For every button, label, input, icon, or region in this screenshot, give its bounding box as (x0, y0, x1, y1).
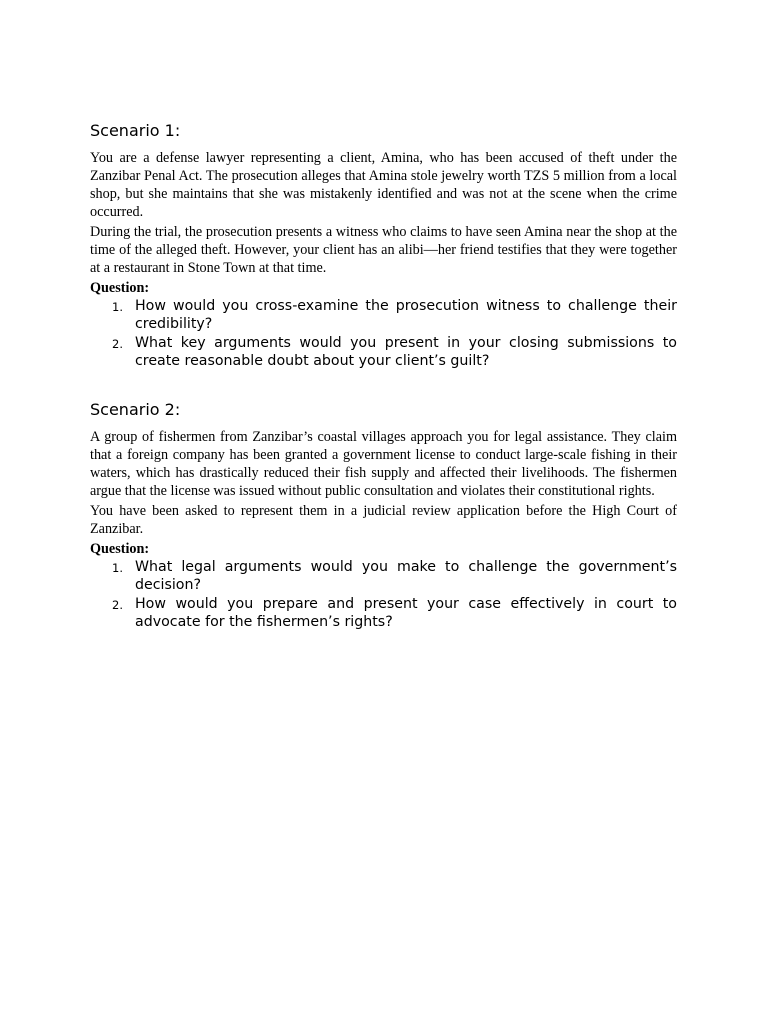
question-text: What legal arguments would you make to challenge the government’s decision? (135, 559, 677, 594)
scenario-paragraph: A group of fishermen from Zanzibar’s coastal villages approach you for legal assistance. They claim that a foreign company has been granted a government license to conduct large-scale fishing in their waters, which has drastically reduced their fish supply and affected their livelihoods. The fishermen argue that the license was issued without public consultation and violates their constitutional rights. (90, 429, 677, 500)
scenario-2 (90, 398, 677, 631)
question-text: How would you prepare and present your case effectively in court to advocate for the fishermen’s rights? (135, 595, 677, 631)
question-text: How would you cross-examine the prosecution witness to challenge their credibility? (135, 298, 677, 333)
question-number: 1. (112, 300, 123, 314)
scenario-paragraph: You are a defense lawyer representing a client, Amina, who has been accused of theft under the Zanzibar Penal Act. The prosecution alleges that Amina stole jewelry worth TZS 5 million from a local shop, but she maintains that she was mistakenly identified and was not at the scene when the crime occurred. (90, 150, 677, 220)
question-item (90, 297, 677, 334)
scenario-heading: Scenario 2: (90, 400, 181, 420)
question-label: Question: (90, 541, 150, 558)
question-item (90, 334, 677, 371)
scenario-paragraph: During the trial, the prosecution presents a witness who claims to have seen Amina near the shop at the time of the alleged theft. However, your client has an alibi—her friend testifies that they were together at a restaurant in Stone Town at that time. (90, 224, 677, 276)
question-number: 2. (112, 336, 123, 351)
question-item (90, 558, 677, 595)
document-page (90, 119, 677, 631)
scenario-paragraph: You have been asked to represent them in a judicial review application before the High Court of Zanzibar. (90, 503, 677, 538)
question-item (90, 595, 677, 632)
question-text: What key arguments would you present in your closing submissions to create reasonable doubt about your client’s guilt? (135, 334, 677, 369)
scenario-1 (90, 119, 677, 370)
scenario-heading: Scenario 1: (90, 121, 181, 140)
question-number: 2. (112, 597, 123, 612)
question-list (90, 297, 677, 370)
question-list (90, 558, 677, 631)
question-label: Question: (90, 280, 150, 296)
question-number: 1. (112, 561, 123, 576)
